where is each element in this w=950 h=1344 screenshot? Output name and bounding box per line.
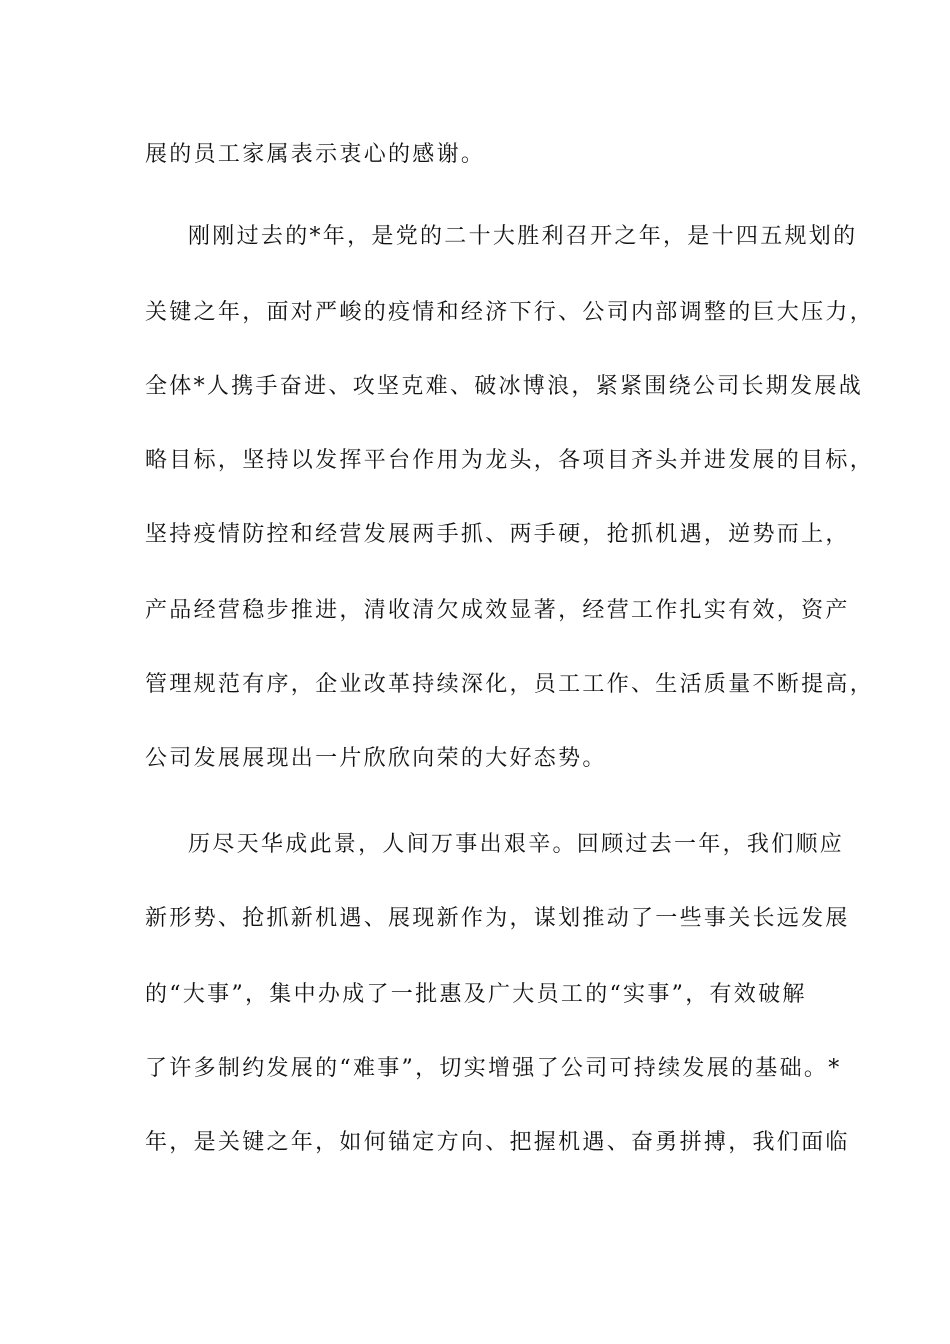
text-line: 年，是关键之年，如何锚定方向、把握机遇、奋勇拼搏，我们面临 xyxy=(145,1130,850,1155)
text-line: 的“大事”，集中办成了一批惠及广大员工的“实事”，有效破解 xyxy=(145,982,807,1007)
text-line: 产品经营稳步推进，清收清欠成效显著，经营工作扎实有效，资产 xyxy=(145,598,850,623)
text-line: 坚持疫情防控和经营发展两手抓、两手硬，抢抓机遇，逆势而上， xyxy=(145,522,850,547)
paragraph-first-line: 历尽天华成此景，人间万事出艰辛。回顾过去一年，我们顺应 xyxy=(188,832,845,857)
text-line: 了许多制约发展的“难事”，切实增强了公司可持续发展的基础。* xyxy=(145,1056,842,1081)
text-line: 公司发展展现出一片欣欣向荣的大好态势。 xyxy=(145,746,607,771)
text-line: 新形势、抢抓新机遇、展现新作为，谋划推动了一些事关长远发展 xyxy=(145,906,850,931)
text-line: 全体*人携手奋进、攻坚克难、破冰博浪，紧紧围绕公司长期发展战 xyxy=(145,374,864,399)
text-line: 管理规范有序，企业改革持续深化，员工工作、生活质量不断提高， xyxy=(145,672,875,697)
text-line: 展的员工家属表示衷心的感谢。 xyxy=(145,142,486,167)
text-line: 略目标，坚持以发挥平台作用为龙头，各项目齐头并进发展的目标， xyxy=(145,448,875,473)
text-line: 关键之年，面对严峻的疫情和经济下行、公司内部调整的巨大压力， xyxy=(145,300,875,325)
paragraph-first-line: 刚刚过去的*年，是党的二十大胜利召开之年，是十四五规划的 xyxy=(188,224,858,249)
